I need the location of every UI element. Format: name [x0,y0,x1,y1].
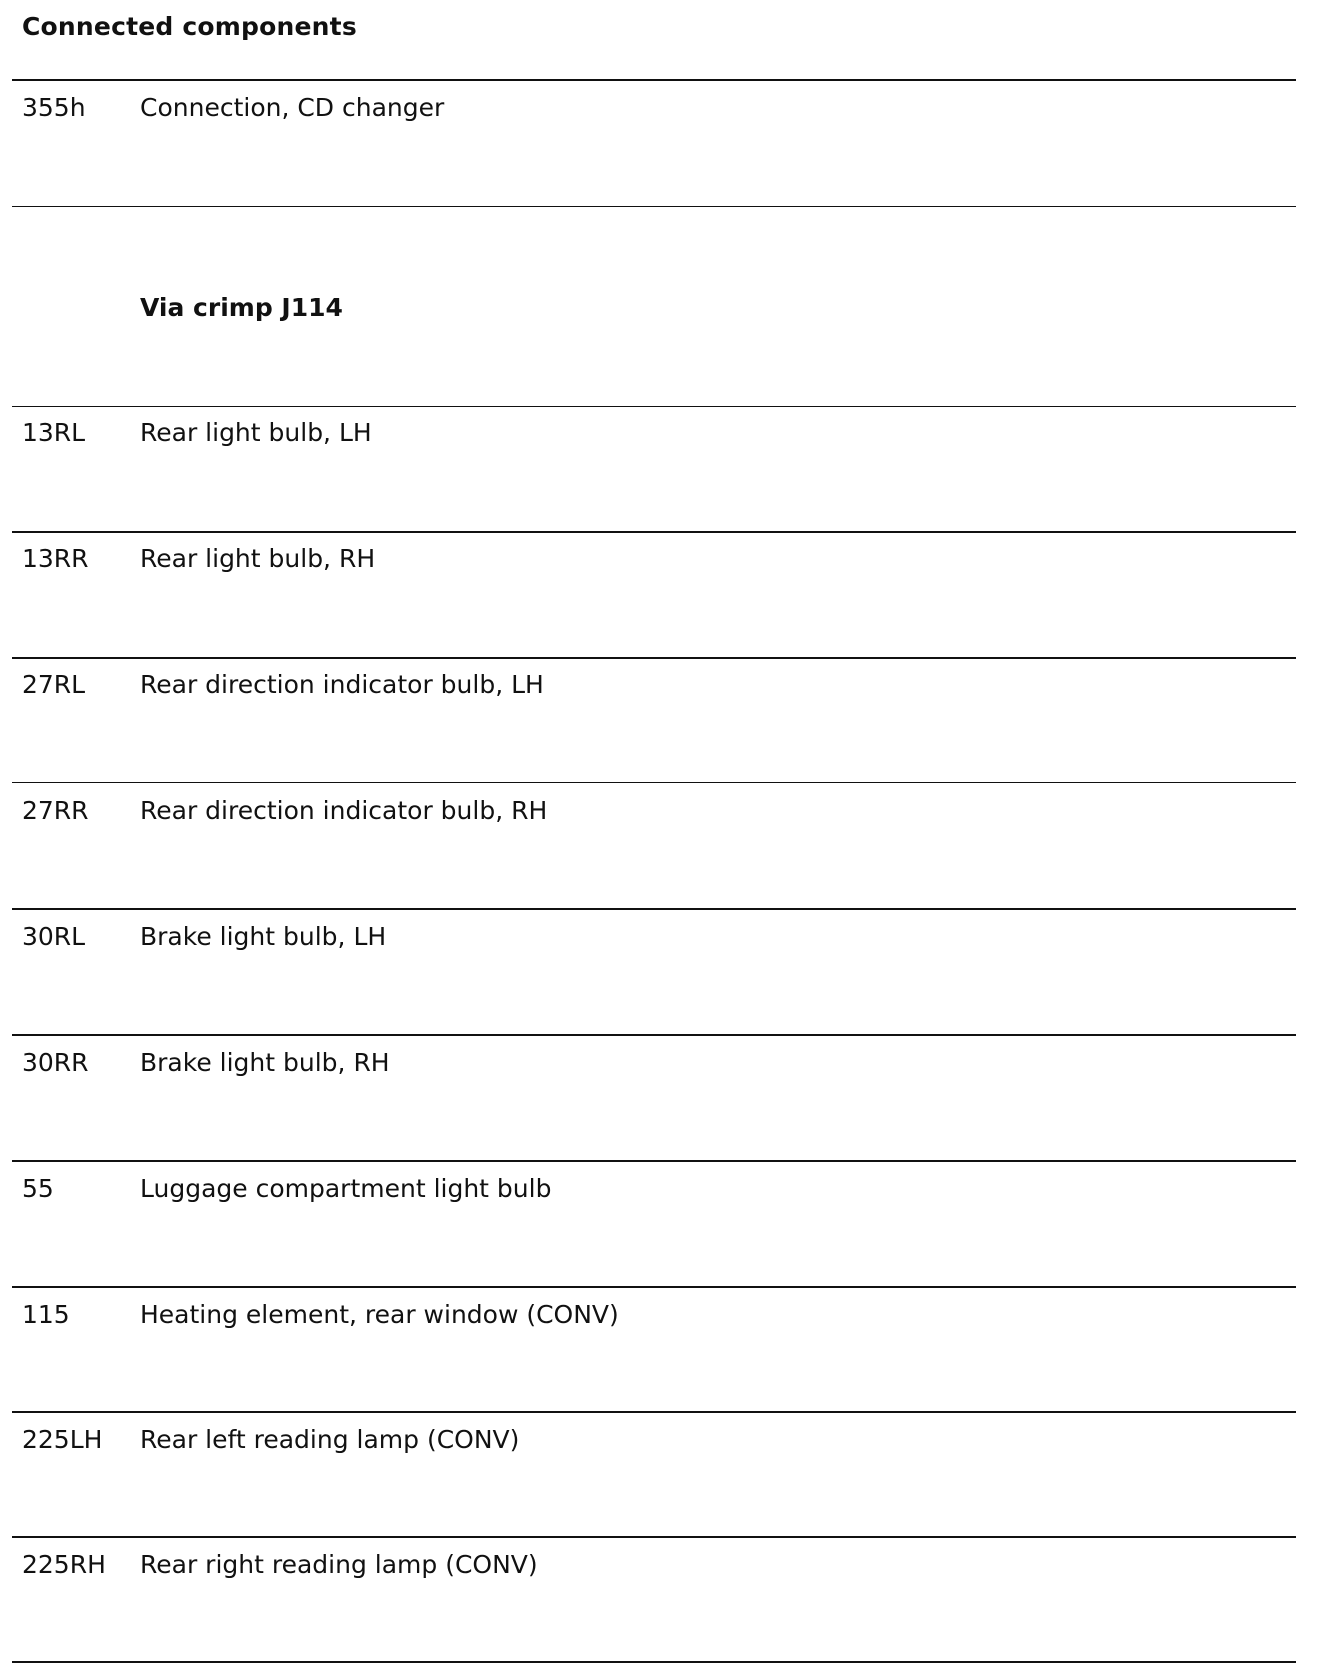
table-row [0,668,1328,702]
component-code: 13RR [22,544,89,573]
component-code: 355h [22,93,86,122]
component-description: Rear direction indicator bulb, LH [140,670,544,699]
divider [12,1286,1296,1288]
table-row [0,1548,1328,1582]
divider [12,782,1296,783]
component-description: Brake light bulb, LH [140,922,387,951]
component-code: 27RR [22,796,89,825]
page-title: Connected components [22,12,357,41]
component-code: 225RH [22,1550,106,1579]
component-description: Rear direction indicator bulb, RH [140,796,548,825]
table-row [0,416,1328,450]
component-description: Luggage compartment light bulb [140,1174,552,1203]
component-code: 225LH [22,1425,103,1454]
table-row [0,1046,1328,1080]
component-code: 30RL [22,922,86,951]
table-row [0,1298,1328,1332]
divider [12,1536,1296,1538]
component-description: Rear light bulb, LH [140,418,372,447]
component-code: 55 [22,1174,54,1203]
component-description: Brake light bulb, RH [140,1048,390,1077]
table-row [0,542,1328,576]
component-code: 115 [22,1300,70,1329]
table-row [0,920,1328,954]
divider [12,1160,1296,1162]
table-row [0,91,1328,125]
component-description: Rear light bulb, RH [140,544,376,573]
table-row [0,1172,1328,1206]
component-code: 30RR [22,1048,89,1077]
component-description: Heating element, rear window (CONV) [140,1300,619,1329]
component-code: 27RL [22,670,86,699]
divider [12,531,1296,533]
component-code: 13RL [22,418,86,447]
divider [12,657,1296,659]
table-row [0,794,1328,828]
divider [12,1034,1296,1036]
divider [12,908,1296,910]
component-description: Rear left reading lamp (CONV) [140,1425,520,1454]
divider [12,79,1296,81]
component-description: Rear right reading lamp (CONV) [140,1550,538,1579]
section-heading: Via crimp J114 [140,293,343,322]
divider [12,206,1296,207]
table-row [0,1423,1328,1457]
divider [12,1411,1296,1413]
divider [12,406,1296,407]
component-description: Connection, CD changer [140,93,445,122]
